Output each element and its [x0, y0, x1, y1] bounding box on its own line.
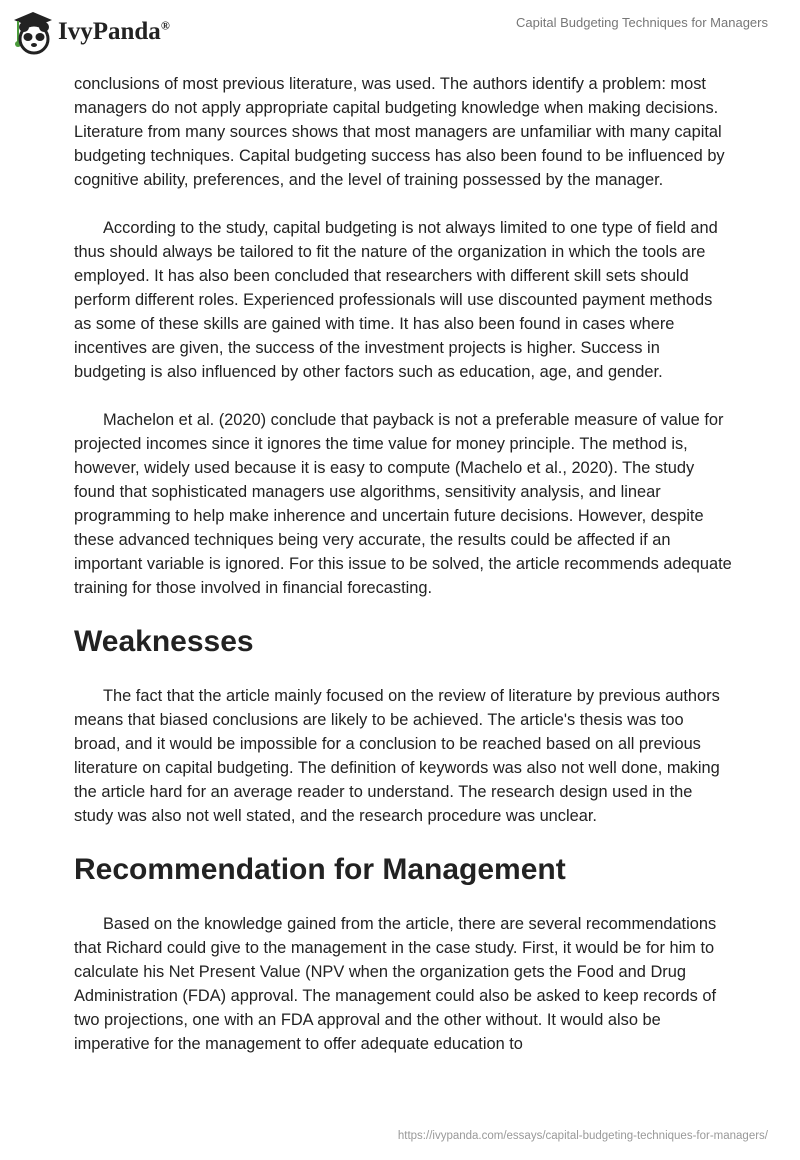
heading-recommendation: Recommendation for Management [74, 853, 566, 886]
heading-weaknesses: Weaknesses [74, 625, 254, 658]
essay-content [74, 72, 734, 1080]
panda-graduate-icon [12, 8, 54, 56]
source-url[interactable]: https://ivypanda.com/essays/capital-budgeting-techniques-for-managers/ [397, 1130, 768, 1142]
logo-text: IvyPanda® [58, 18, 170, 45]
paragraph: conclusions of most previous literature, was used. The authors identify a problem: most managers do not apply appropriate capital budgeting knowledge when making decisions. Literature from many sources shows that most managers are unfamiliar with many capital budgeting techniques. Capital budgeting success has also been found to be influenced by cognitive ability, preferences, and the level of training possessed by the manager. [74, 75, 725, 189]
page-header [0, 0, 800, 70]
ivypanda-logo[interactable] [12, 8, 170, 56]
paragraph: Based on the knowledge gained from the article, there are several recommendations that Richard could give to the management in the case study. First, it would be for him to calculate his Net Present Value (NPV when the organization gets the Food and Drug Administration (FDA) approval. The management could also be asked to keep records of two projections, one with an FDA approval and the other without. It would also be imperative for the management to offer adequate education to [74, 915, 717, 1053]
paragraph: Machelon et al. (2020) conclude that payback is not a preferable measure of value for projected incomes since it ignores the time value for money principle. The method is, however, widely used because it is easy to compute (Machelo et al., 2020). The study found that sophisticated managers use algorithms, sensitivity analysis, and linear programming to help make inherence and uncertain future decisions. However, despite these advanced techniques being very accurate, the results could be affected if an important variable is ignored. For this issue to be solved, the article recommends adequate training for those involved in financial forecasting. [74, 411, 732, 597]
paragraph: According to the study, capital budgeting is not always limited to one type of field and thus should always be tailored to fit the nature of the organization in which the tools are employed. It has also been concluded that researchers with different skill sets should perform different roles. Experienced professionals will use discounted payment methods as some of these skills are gained with time. It has also been found in cases where incentives are given, the success of the investment projects is higher. Success in budgeting is also influenced by other factors such as education, age, and gender. [74, 219, 718, 381]
paragraph: The fact that the article mainly focused on the review of literature by previous authors means that biased conclusions are likely to be achieved. The article's thesis was too broad, and it would be impossible for a conclusion to be reached based on all previous literature on capital budgeting. The definition of keywords was also not well done, making the article hard for an average reader to understand. The research design used in the study was also not well stated, and the research procedure was unclear. [74, 687, 720, 825]
document-title: Capital Budgeting Techniques for Managers [516, 15, 768, 30]
